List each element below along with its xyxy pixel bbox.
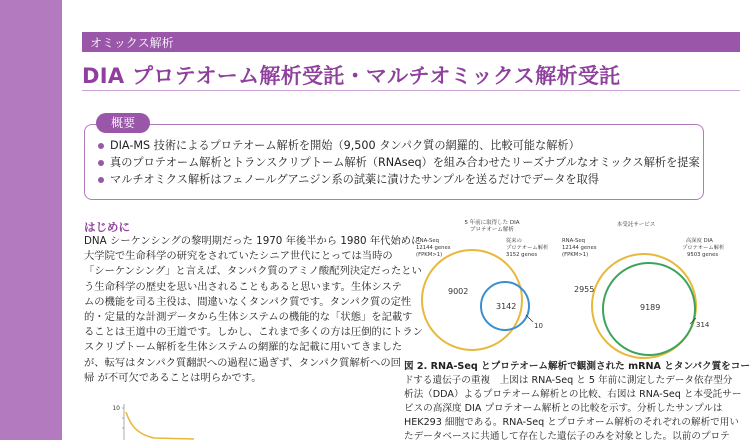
- partial-chart-svg: [84, 402, 204, 440]
- partial-chart-curve: [126, 412, 194, 439]
- venn-left-b-only: 10: [534, 322, 543, 330]
- venn-left-a-label: 12144 genes: [416, 245, 451, 251]
- summary-bullet: 真のプロテオーム解析とトランスクリプトーム解析（RNAseq）を組み合わせたリーズナブルなオミックス解析を提案: [98, 154, 698, 171]
- intro-heading: はじめに: [84, 220, 130, 234]
- venn-left-overlap: 3142: [496, 302, 517, 311]
- figure-caption: [404, 360, 750, 444]
- venn-left-b-label: 3152 genes: [506, 252, 538, 258]
- venn-left-title-2: プロテオーム解析: [470, 227, 514, 233]
- page-title: DIA プロテオーム解析受託・マルチオミックス解析受託: [82, 64, 621, 88]
- venn-right-b-label: 9503 genes: [687, 252, 719, 258]
- section-header-bar: [82, 32, 740, 52]
- intro-line: う生命科学の歴史を思い出されることもあると思います。生体システ: [84, 280, 402, 293]
- intro-line: 大学院で生命科学の研究をされていたシニア世代にとっては当時の: [84, 250, 393, 263]
- intro-line: ることは王道中の王道です。しかし、これまで多くの方は圧倒的にトラン: [84, 326, 423, 339]
- venn-right-overlap: 9189: [640, 303, 661, 312]
- venn-left-leader-line: [526, 315, 533, 322]
- venn-left-a-label: (FPKM>1): [416, 252, 443, 258]
- intro-paragraph: [84, 234, 423, 386]
- caption-line: 析法（DDA）よるプロテオーム解析との比較、右図は RNA-Seq と本受託サー: [404, 389, 742, 400]
- intro-line: が、転写はタンパク質翻訳への過程に過ぎず、タンパク質解析への回: [84, 356, 401, 369]
- caption-line: ビスの高深度 DIA プロテオーム解析との比較を示す。分析したサンプルは: [404, 403, 723, 414]
- venn-right-b-label: 高深度 DIA: [686, 238, 713, 244]
- caption-line: ドする遺伝子の重複 上図は RNA-Seq と 5 年前に測定したデータ依存型分: [404, 375, 733, 386]
- intro-line: 帰 が不可欠であることは明らかです。: [84, 371, 262, 384]
- intro-line: 的・定量的な計測データから生体システムの機能的な「状態」を記載す: [84, 311, 413, 324]
- venn-right-b-only: 314: [696, 321, 710, 329]
- intro-line: 「シーケンシング」と言えば、タンパク質のアミノ酸配列決定だったとい: [84, 265, 422, 278]
- partial-chart: [84, 402, 204, 440]
- venn-right-a-only: 2955: [574, 285, 595, 294]
- venn-left-b-label: 従来の: [506, 238, 522, 244]
- venn-left-rna-circle: [422, 250, 522, 350]
- venn-right-title: 本受託サービス: [616, 222, 656, 228]
- caption-line: HEK293 細胞である。RNA-Seq とプロテオーム解析のそれぞれの解析で用い: [404, 417, 739, 428]
- venn-right-a-label: (FPKM>1): [562, 252, 589, 258]
- caption-line: たデータベースに共通して存在した遺伝子のみを対象とした。以前のプロテ: [404, 431, 730, 442]
- intro-line: DNA シーケンシングの黎明期だった 1970 年後半から 1980 年代始めに: [84, 235, 422, 247]
- venn-left-title-1: 5 年前に取得した DIA: [464, 220, 520, 226]
- venn-right-a-label: RNA-Seq: [562, 238, 586, 244]
- summary-tab: 概要: [96, 113, 150, 133]
- side-color-strip: [0, 0, 62, 440]
- intro-line: スクリプトーム解析を生体システムの網羅的な記載に用いてきました: [84, 341, 403, 354]
- venn-right-a-label: 12144 genes: [562, 245, 597, 251]
- venn-left-b-label: プロテオーム解析: [506, 245, 549, 251]
- venn-left-a-label: RNA-Seq: [416, 238, 440, 244]
- caption-line: 図 2. RNA-Seq とプロテオーム解析で観測された mRNA とタンパク質をコー: [404, 361, 750, 372]
- venn-left-a-only: 9002: [448, 287, 469, 296]
- title-divider: [82, 90, 740, 91]
- summary-bullet: マルチオミクス解析はフェノールグアニジン系の試薬に漬けたサンプルを送るだけでデータを取得: [98, 171, 698, 188]
- intro-line: ムの機能を司る主役は、間違いなくタンパク質です。タンパク質の定性: [84, 295, 412, 308]
- venn-figure: [404, 214, 740, 354]
- summary-bullet: DIA-MS 技術によるプロテオーム解析を開始（9,500 タンパク質の網羅的、比較可能な解析）: [98, 137, 698, 154]
- section-label: オミックス解析: [90, 36, 174, 50]
- venn-right-b-label: プロテオーム解析: [682, 245, 725, 251]
- partial-chart-tick-label: 10: [112, 405, 120, 412]
- summary-bullet-list: [98, 137, 698, 188]
- venn-figure-svg: [404, 214, 740, 354]
